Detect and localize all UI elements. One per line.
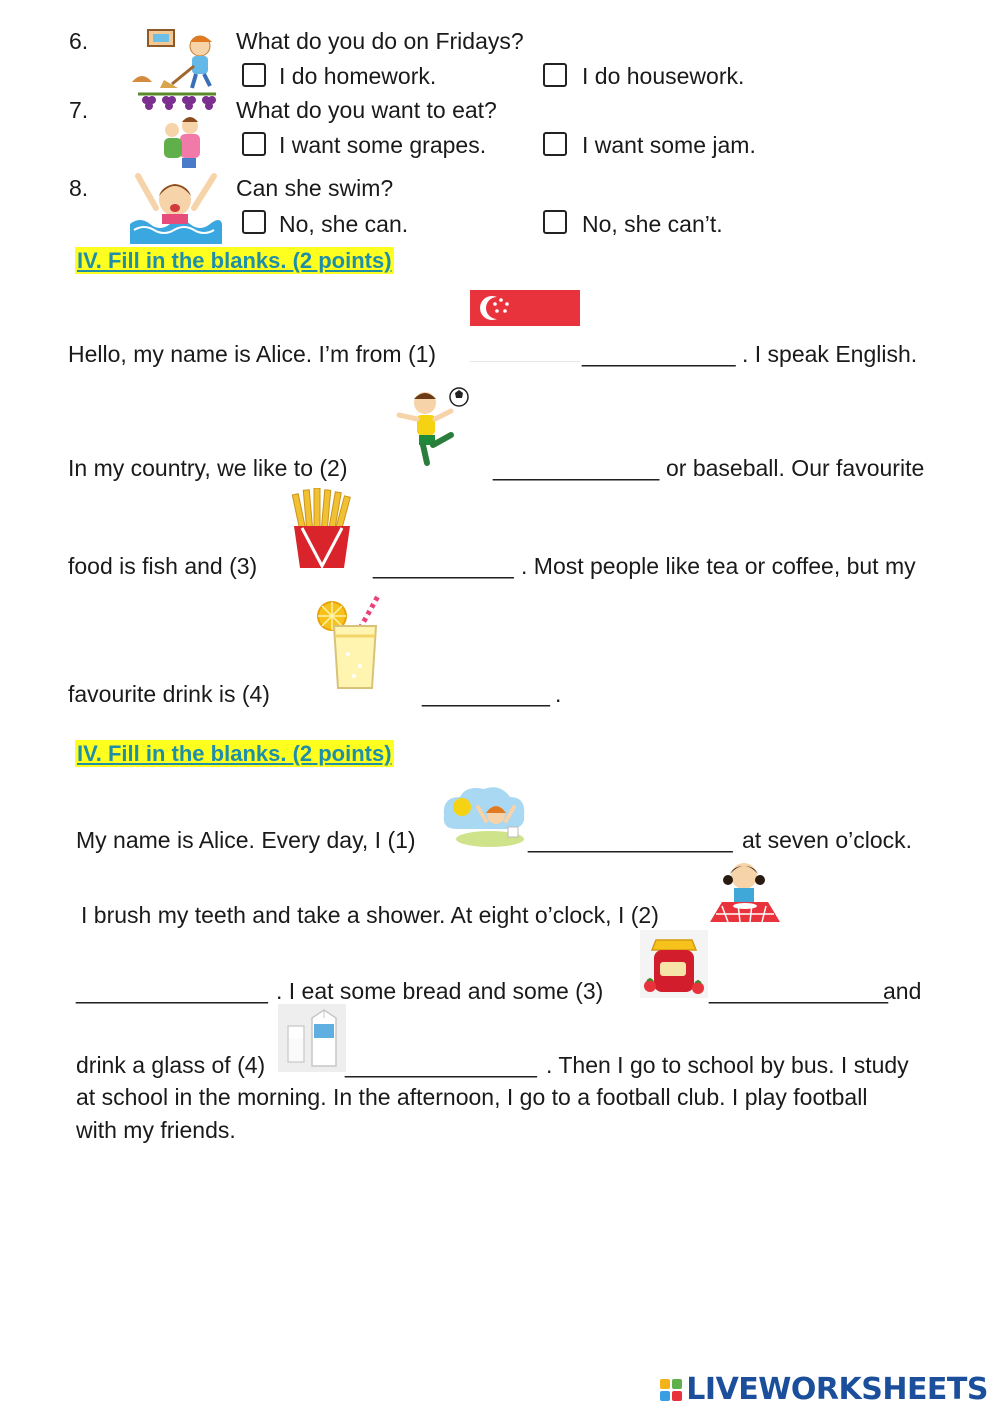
section-heading-2: IV. Fill in the blanks. (2 points): [77, 741, 392, 766]
question-text-6: What do you do on Fridays?: [236, 28, 524, 54]
french-fries-picture: [288, 488, 356, 570]
option-checkbox-7b[interactable]: [543, 132, 567, 156]
grapes-picture: [136, 88, 218, 170]
drowning-girl-picture: [128, 168, 222, 244]
liveworksheets-logo: [660, 1372, 988, 1407]
option-label-6b: I do housework.: [582, 63, 745, 89]
story-blank-2[interactable]: _______________: [76, 978, 268, 1004]
question-number-6: 6.: [69, 28, 89, 54]
fill-line-4-end: .: [555, 681, 562, 707]
option-checkbox-6b[interactable]: [543, 63, 567, 87]
football-player-picture: [393, 385, 473, 469]
liveworksheets-logo-icon: [660, 1379, 682, 1401]
story-line-4-start: drink a glass of (4): [76, 1052, 266, 1078]
option-checkbox-8a[interactable]: [242, 210, 266, 234]
option-label-8a: No, she can.: [279, 211, 409, 237]
fill-line-1-start: Hello, my name is Alice. I’m from (1): [68, 341, 437, 367]
story-line-5: at school in the morning. In the afternoon, I go to a football club. I play football: [76, 1084, 868, 1110]
story-line-6: with my friends.: [76, 1117, 236, 1143]
fill-blank-1[interactable]: ____________: [582, 341, 736, 367]
lemonade-picture: [314, 592, 386, 692]
fill-line-2-start: In my country, we like to (2): [68, 455, 348, 481]
girl-eating-breakfast-picture: [708, 858, 782, 924]
story-line-4-end: . Then I go to school by bus. I study: [546, 1052, 909, 1078]
option-label-8b: No, she can’t.: [582, 211, 723, 237]
housework-picture: [128, 26, 226, 90]
option-label-7a: I want some grapes.: [279, 132, 487, 158]
fill-line-4-start: favourite drink is (4): [68, 681, 270, 707]
girl-waking-up-picture: [438, 785, 528, 851]
story-line-1-end: at seven o’clock.: [742, 827, 913, 853]
fill-line-3-start: food is fish and (3): [68, 553, 258, 579]
option-checkbox-6a[interactable]: [242, 63, 266, 87]
option-checkbox-7a[interactable]: [242, 132, 266, 156]
story-blank-4[interactable]: _______________: [345, 1052, 537, 1078]
liveworksheets-logo-text: LIVEWORKSHEETS: [686, 1372, 988, 1407]
jam-jar-picture: [638, 928, 710, 1000]
story-line-3-end: and: [883, 978, 922, 1004]
option-checkbox-8b[interactable]: [543, 210, 567, 234]
milk-carton-picture: [278, 1004, 346, 1072]
fill-blank-4[interactable]: __________: [422, 681, 550, 707]
singapore-flag: [470, 290, 580, 362]
story-line-3-middle: . I eat some bread and some (3): [276, 978, 604, 1004]
story-line-1-start: My name is Alice. Every day, I (1): [76, 827, 416, 853]
question-text-7: What do you want to eat?: [236, 97, 497, 123]
question-number-8: 8.: [69, 175, 89, 201]
fill-blank-3[interactable]: ___________: [373, 553, 514, 579]
fill-blank-2[interactable]: _____________: [493, 455, 660, 481]
fill-line-1-end: . I speak English.: [742, 341, 918, 367]
question-number-7: 7.: [69, 97, 89, 123]
section-heading-1: IV. Fill in the blanks. (2 points): [77, 248, 392, 273]
fill-line-3-end: . Most people like tea or coffee, but my: [521, 553, 916, 579]
option-label-7b: I want some jam.: [582, 132, 756, 158]
story-blank-1[interactable]: ________________: [528, 827, 733, 853]
story-blank-3[interactable]: ______________: [709, 978, 889, 1004]
story-line-2: I brush my teeth and take a shower. At eight o’clock, I (2): [81, 902, 659, 928]
question-text-8: Can she swim?: [236, 175, 394, 201]
fill-line-2-end: or baseball. Our favourite: [666, 455, 925, 481]
option-label-6a: I do homework.: [279, 63, 437, 89]
